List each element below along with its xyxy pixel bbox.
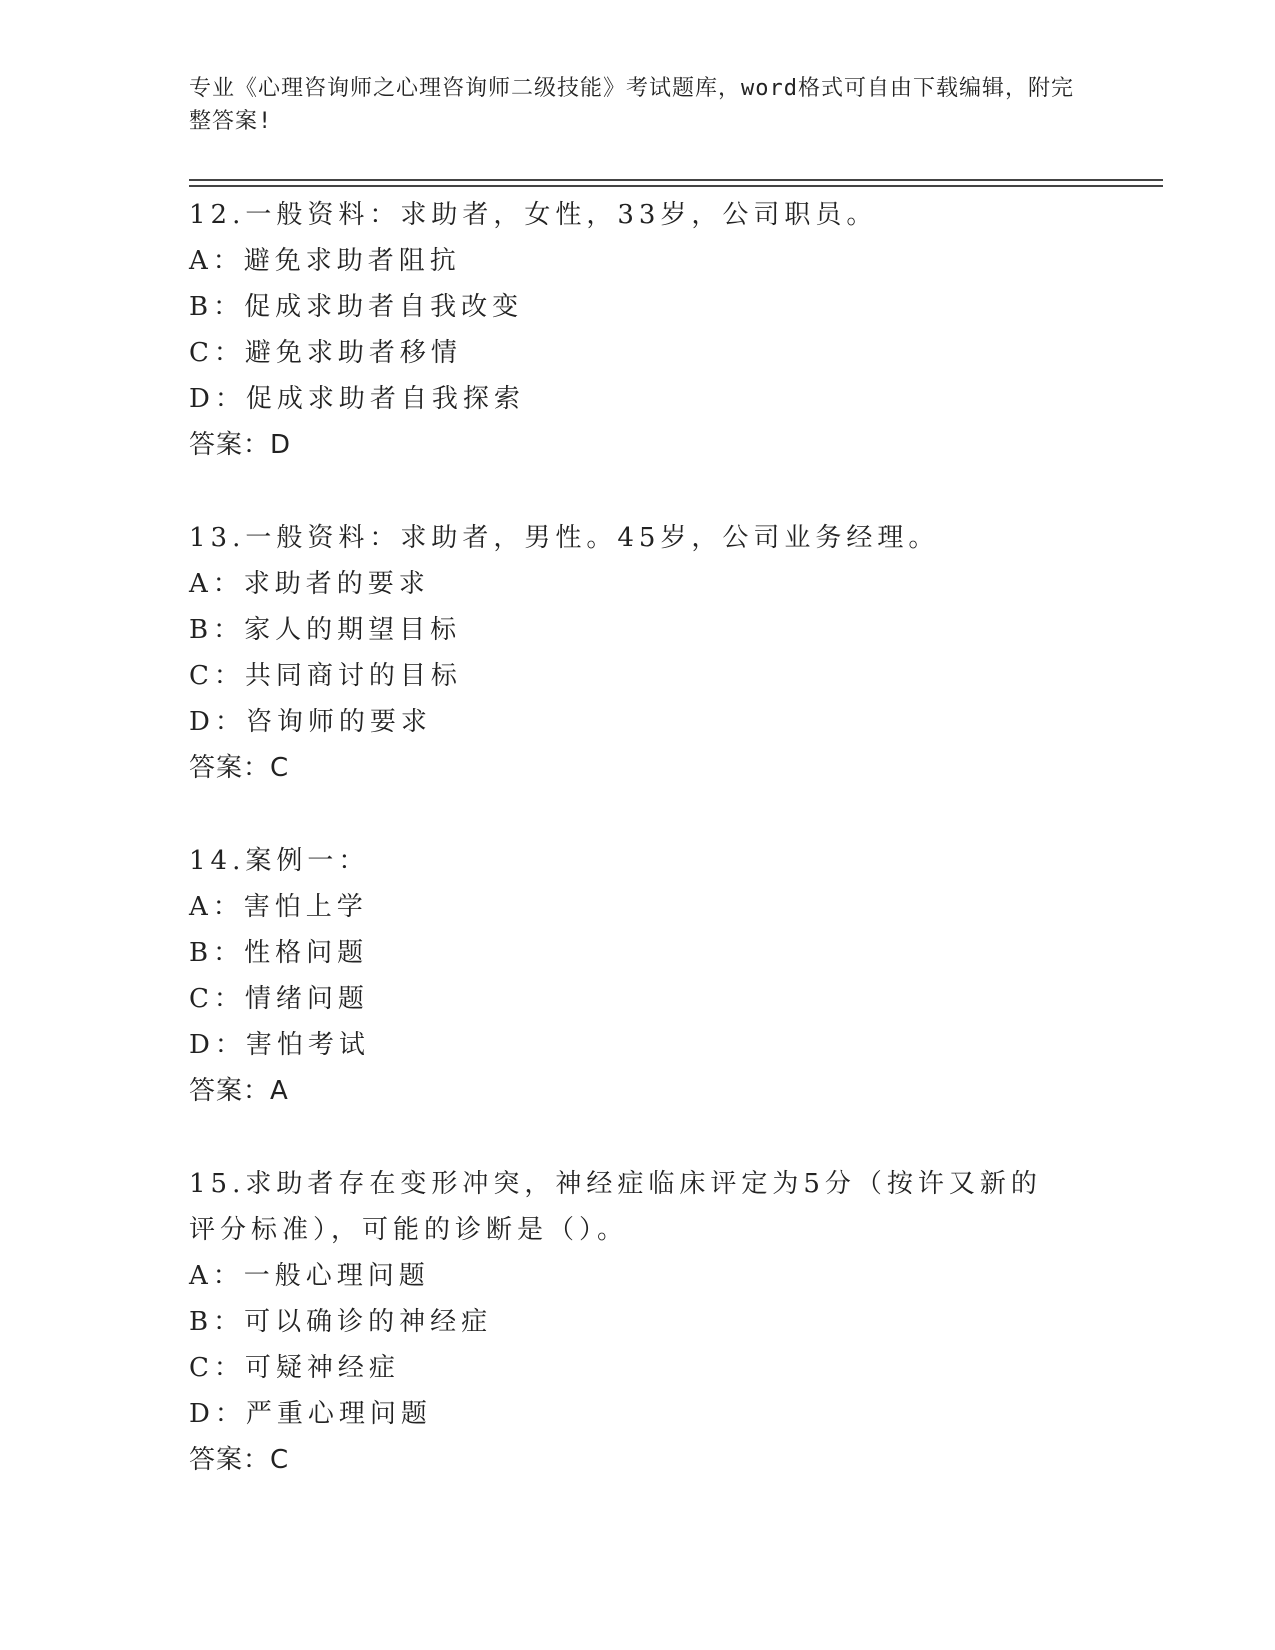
option-c: C：可疑神经症	[189, 1353, 400, 1383]
option-a: A：一般心理问题	[189, 1261, 430, 1291]
option-d: D：害怕考试	[189, 1030, 370, 1060]
option-c: C：共同商讨的目标	[189, 661, 462, 691]
question-text: 15.求助者存在变形冲突，神经症临床评定为5分（按许又新的评分标准），可能的诊断是（）。	[189, 1169, 1042, 1245]
question-text: 13.一般资料：求助者，男性。45岁，公司业务经理。	[189, 523, 940, 553]
question-15	[189, 1161, 1089, 1483]
option-a: A：求助者的要求	[189, 569, 430, 599]
option-d: D：促成求助者自我探索	[189, 384, 525, 414]
option-c: C：避免求助者移情	[189, 338, 462, 368]
question-12	[189, 192, 1089, 468]
answer-label: 答案：C	[189, 1445, 290, 1475]
option-b: B：促成求助者自我改变	[189, 292, 524, 322]
answer-label: 答案：D	[189, 430, 292, 460]
answer-label: 答案：A	[189, 1076, 289, 1106]
header-rule-bottom	[189, 185, 1163, 187]
question-text: 14.案例一：	[189, 846, 370, 876]
option-d: D：严重心理问题	[189, 1399, 432, 1429]
header-rule-top	[189, 179, 1163, 181]
question-14	[189, 838, 1089, 1114]
question-text: 12.一般资料：求助者，女性，33岁，公司职员。	[189, 200, 878, 230]
question-list	[189, 192, 1089, 1530]
option-b: B：可以确诊的神经症	[189, 1307, 493, 1337]
document-header: 专业《心理咨询师之心理咨询师二级技能》考试题库，word格式可自由下载编辑，附完整答案!	[189, 76, 1074, 134]
answer-label: 答案：C	[189, 753, 290, 783]
option-a: A：避免求助者阻抗	[189, 246, 461, 276]
option-b: B：性格问题	[189, 938, 369, 968]
option-d: D：咨询师的要求	[189, 707, 432, 737]
option-a: A：害怕上学	[189, 892, 368, 922]
option-b: B：家人的期望目标	[189, 615, 462, 645]
option-c: C：情绪问题	[189, 984, 369, 1014]
question-13	[189, 515, 1089, 791]
